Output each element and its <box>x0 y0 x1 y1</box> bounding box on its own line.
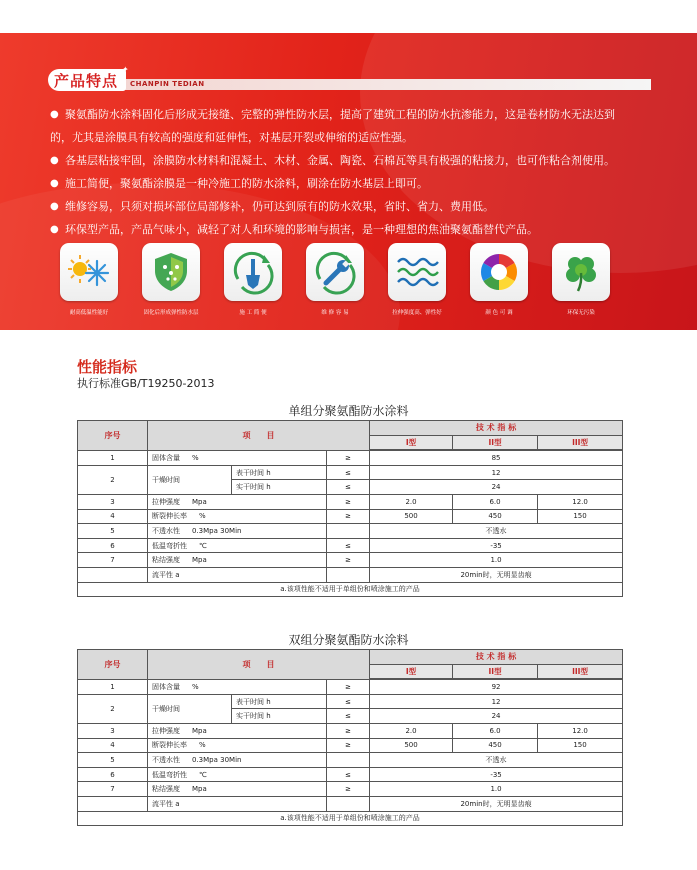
row-no: 6 <box>78 767 148 782</box>
table-row <box>78 738 623 753</box>
row-value: 1.0 <box>370 782 623 797</box>
feature-bullet <box>50 103 650 126</box>
table-row <box>78 553 623 568</box>
row-no: 4 <box>78 738 148 753</box>
feature-icon-label: 拉伸强度高、弹性好 <box>392 310 442 316</box>
item-unit: Mpa <box>192 785 207 794</box>
row-operator: ≤ <box>327 694 370 709</box>
feature-text: 维修容易，只须对损坏部位局部修补，仍可达到原有的防水效果，省时、省力、费用低。 <box>65 200 494 213</box>
item-unit: 0.3Mpa 30Min <box>192 526 242 535</box>
item-unit: Mpa <box>192 497 207 506</box>
feature-text: 各基层粘接牢固，涂膜防水材料和混凝土、木材、金属、陶瓷、石棉瓦等具有极强的粘接力，也可作粘合剂使用。 <box>65 154 615 167</box>
row-value: 85 <box>370 451 623 466</box>
row-operator: ≥ <box>327 680 370 695</box>
table-row <box>78 494 623 509</box>
item-name: 断裂伸长率 <box>152 512 187 521</box>
bullet-dot-icon: ● <box>50 178 59 189</box>
row-no: 7 <box>78 553 148 568</box>
row-value: 1.0 <box>370 553 623 568</box>
row-item <box>148 524 327 539</box>
item-unit: Mpa <box>192 556 207 565</box>
row-no: 3 <box>78 723 148 738</box>
item-subname: 表干时间 h <box>232 465 327 480</box>
row-item <box>148 680 327 695</box>
header-type-2: II型 <box>453 435 538 450</box>
row-value: -35 <box>370 538 623 553</box>
item-name: 粘结强度 <box>152 785 180 794</box>
item-unit: % <box>199 512 206 521</box>
header-type-1: I型 <box>370 664 453 679</box>
row-value: 24 <box>370 709 623 724</box>
row-item <box>148 753 327 768</box>
row-value-type-3: 150 <box>538 509 623 524</box>
row-value: 20min时，无明显齿痕 <box>370 567 623 582</box>
feature-icon-label: 施 工 简 便 <box>239 310 267 316</box>
header-type-3: III型 <box>538 664 623 679</box>
feature-icon-label: 维 修 容 易 <box>321 310 349 316</box>
row-item <box>148 509 327 524</box>
header-spec: 技 术 指 标 <box>370 421 623 436</box>
color-wheel-icon <box>470 243 528 301</box>
row-no <box>78 567 148 582</box>
features-title: 产品特点 <box>54 72 119 90</box>
row-item <box>148 782 327 797</box>
row-no: 2 <box>78 694 148 723</box>
table-row <box>78 567 623 582</box>
feature-icon-card <box>376 243 458 316</box>
wrench-cycle-icon <box>306 243 364 301</box>
clover-icon <box>552 243 610 301</box>
row-value: 92 <box>370 680 623 695</box>
header-item: 项 目 <box>148 421 370 451</box>
feature-icon-card <box>458 243 540 316</box>
performance-title: 性能指标 <box>77 358 138 376</box>
row-value-type-1: 500 <box>370 509 453 524</box>
table-note: a.该项性能不适用于单组份和喷涂施工的产品 <box>78 582 623 597</box>
row-value-type-2: 6.0 <box>453 494 538 509</box>
table-title-single: 单组分聚氨酯防水涂料 <box>288 404 409 418</box>
item-subname: 表干时间 h <box>232 694 327 709</box>
row-operator: ≤ <box>327 709 370 724</box>
table-row <box>78 753 623 768</box>
row-value: 12 <box>370 694 623 709</box>
feature-icon-card <box>48 243 130 316</box>
item-name: 低温弯折性 <box>152 541 187 550</box>
feature-icon-card <box>130 243 212 316</box>
row-no: 7 <box>78 782 148 797</box>
item-unit: % <box>199 741 206 750</box>
row-item <box>148 767 327 782</box>
row-item <box>148 538 327 553</box>
item-subname: 实干时间 h <box>232 480 327 495</box>
header-no: 序号 <box>78 421 148 451</box>
bullet-dot-icon: ● <box>50 201 59 212</box>
row-operator: ≥ <box>327 509 370 524</box>
row-no <box>78 796 148 811</box>
row-no: 2 <box>78 465 148 494</box>
shovel-cycle-icon <box>224 243 282 301</box>
row-operator: ≥ <box>327 782 370 797</box>
feature-icon-label: 环保无污染 <box>567 310 595 316</box>
row-item <box>148 738 327 753</box>
table-row <box>78 767 623 782</box>
row-operator <box>327 567 370 582</box>
row-value: -35 <box>370 767 623 782</box>
table-title-double: 双组分聚氨酯防水涂料 <box>288 633 409 647</box>
bullet-dot-icon: ● <box>50 155 59 166</box>
header-type-3: III型 <box>538 435 623 450</box>
feature-icon-label: 固化后形成弹性防水层 <box>143 310 199 316</box>
header-type-1: I型 <box>370 435 453 450</box>
row-value-type-1: 2.0 <box>370 494 453 509</box>
spec-table-double <box>77 649 623 826</box>
item-name: 拉伸强度 <box>152 726 180 735</box>
row-item <box>148 494 327 509</box>
row-value: 不透水 <box>370 753 623 768</box>
row-no: 5 <box>78 753 148 768</box>
table-row <box>78 465 623 480</box>
row-no: 1 <box>78 451 148 466</box>
item-name: 干燥时间 <box>148 465 232 494</box>
row-no: 6 <box>78 538 148 553</box>
feature-text: 聚氨酯防水涂料固化后形成无接缝、完整的弹性防水层，提高了建筑工程的防水抗渗能力，这是卷材防水无法达到 <box>65 108 615 121</box>
item-unit: ℃ <box>199 541 207 550</box>
table-row <box>78 782 623 797</box>
row-value-type-2: 450 <box>453 509 538 524</box>
table-row <box>78 509 623 524</box>
item-unit: Mpa <box>192 726 207 735</box>
row-value: 24 <box>370 480 623 495</box>
row-operator <box>327 796 370 811</box>
performance-standard: 执行标准GB/T19250-2013 <box>77 377 215 390</box>
row-operator <box>327 753 370 768</box>
table-row <box>78 538 623 553</box>
bullet-dot-icon: ● <box>50 224 59 235</box>
header-type-2: II型 <box>453 664 538 679</box>
item-name: 粘结强度 <box>152 556 180 565</box>
table-row <box>78 451 623 466</box>
header-spec: 技 术 指 标 <box>370 650 623 665</box>
feature-icon-label: 耐高低温性能好 <box>69 310 109 316</box>
row-operator: ≤ <box>327 480 370 495</box>
row-no: 1 <box>78 680 148 695</box>
feature-icon-card <box>294 243 376 316</box>
row-value-type-1: 500 <box>370 738 453 753</box>
table-note: a.该项性能不适用于单组份和喷涂施工的产品 <box>78 811 623 826</box>
item-unit: ℃ <box>199 770 207 779</box>
row-no: 3 <box>78 494 148 509</box>
item-name: 拉伸强度 <box>152 497 180 506</box>
item-subname: 实干时间 h <box>232 709 327 724</box>
table-row <box>78 524 623 539</box>
item-name: 固体含量 <box>152 453 180 462</box>
row-operator: ≥ <box>327 451 370 466</box>
feature-icon-label: 颜 色 可 调 <box>485 310 513 316</box>
features-list <box>50 103 650 241</box>
row-value: 不透水 <box>370 524 623 539</box>
spec-table-single <box>77 420 623 597</box>
item-name: 不透水性 <box>152 526 180 535</box>
row-operator: ≤ <box>327 538 370 553</box>
row-value-type-3: 12.0 <box>538 494 623 509</box>
row-operator: ≥ <box>327 738 370 753</box>
item-unit: % <box>192 453 199 462</box>
item-unit: % <box>192 682 199 691</box>
sun-snowflake-icon <box>60 243 118 301</box>
table-row <box>78 694 623 709</box>
feature-bullet-continuation <box>50 126 650 149</box>
item-unit: 0.3Mpa 30Min <box>192 755 242 764</box>
row-item <box>148 451 327 466</box>
table-row <box>78 680 623 695</box>
row-value: 12 <box>370 465 623 480</box>
item-name: 干燥时间 <box>148 694 232 723</box>
row-operator: ≥ <box>327 494 370 509</box>
feature-bullet <box>50 218 650 241</box>
header-item: 项 目 <box>148 650 370 680</box>
feature-icon-card <box>212 243 294 316</box>
row-no: 4 <box>78 509 148 524</box>
features-banner <box>0 33 697 330</box>
table-row <box>78 796 623 811</box>
item-name: 不透水性 <box>152 755 180 764</box>
shield-drops-icon <box>142 243 200 301</box>
row-value-type-3: 150 <box>538 738 623 753</box>
row-operator: ≥ <box>327 553 370 568</box>
feature-icons-row <box>0 243 697 323</box>
row-operator: ≥ <box>327 723 370 738</box>
row-operator <box>327 524 370 539</box>
feature-text: 环保型产品，产品气味小，减轻了对人和环境的影响与损害，是一种理想的焦油聚氨酯替代产品。 <box>65 223 538 236</box>
star-icon: ✦ <box>122 65 129 74</box>
table-note-row <box>78 811 623 826</box>
features-subtitle: CHANPIN TEDIAN <box>130 80 205 88</box>
row-operator: ≤ <box>327 465 370 480</box>
row-operator: ≤ <box>327 767 370 782</box>
row-value-type-2: 6.0 <box>453 723 538 738</box>
feature-bullet <box>50 149 650 172</box>
item-name: 断裂伸长率 <box>152 741 187 750</box>
feature-icon-card <box>540 243 622 316</box>
features-header <box>48 65 651 91</box>
item-name: 流平性 a <box>148 567 327 582</box>
row-no: 5 <box>78 524 148 539</box>
wave-lines-icon <box>388 243 446 301</box>
table-note-row <box>78 582 623 597</box>
row-item <box>148 723 327 738</box>
bullet-dot-icon: ● <box>50 109 59 120</box>
item-name: 低温弯折性 <box>152 770 187 779</box>
feature-text: 的，尤其是涂膜具有较高的强度和延伸性，对基层开裂或伸缩的适应性强。 <box>50 131 413 144</box>
row-value-type-1: 2.0 <box>370 723 453 738</box>
feature-bullet <box>50 195 650 218</box>
row-value: 20min时，无明显齿痕 <box>370 796 623 811</box>
item-name: 固体含量 <box>152 682 180 691</box>
row-item <box>148 553 327 568</box>
feature-bullet <box>50 172 650 195</box>
table-row <box>78 723 623 738</box>
item-name: 流平性 a <box>148 796 327 811</box>
header-no: 序号 <box>78 650 148 680</box>
row-value-type-3: 12.0 <box>538 723 623 738</box>
row-value-type-2: 450 <box>453 738 538 753</box>
feature-text: 施工简便，聚氨酯涂膜是一种冷施工的防水涂料，刷涂在防水基层上即可。 <box>65 177 428 190</box>
